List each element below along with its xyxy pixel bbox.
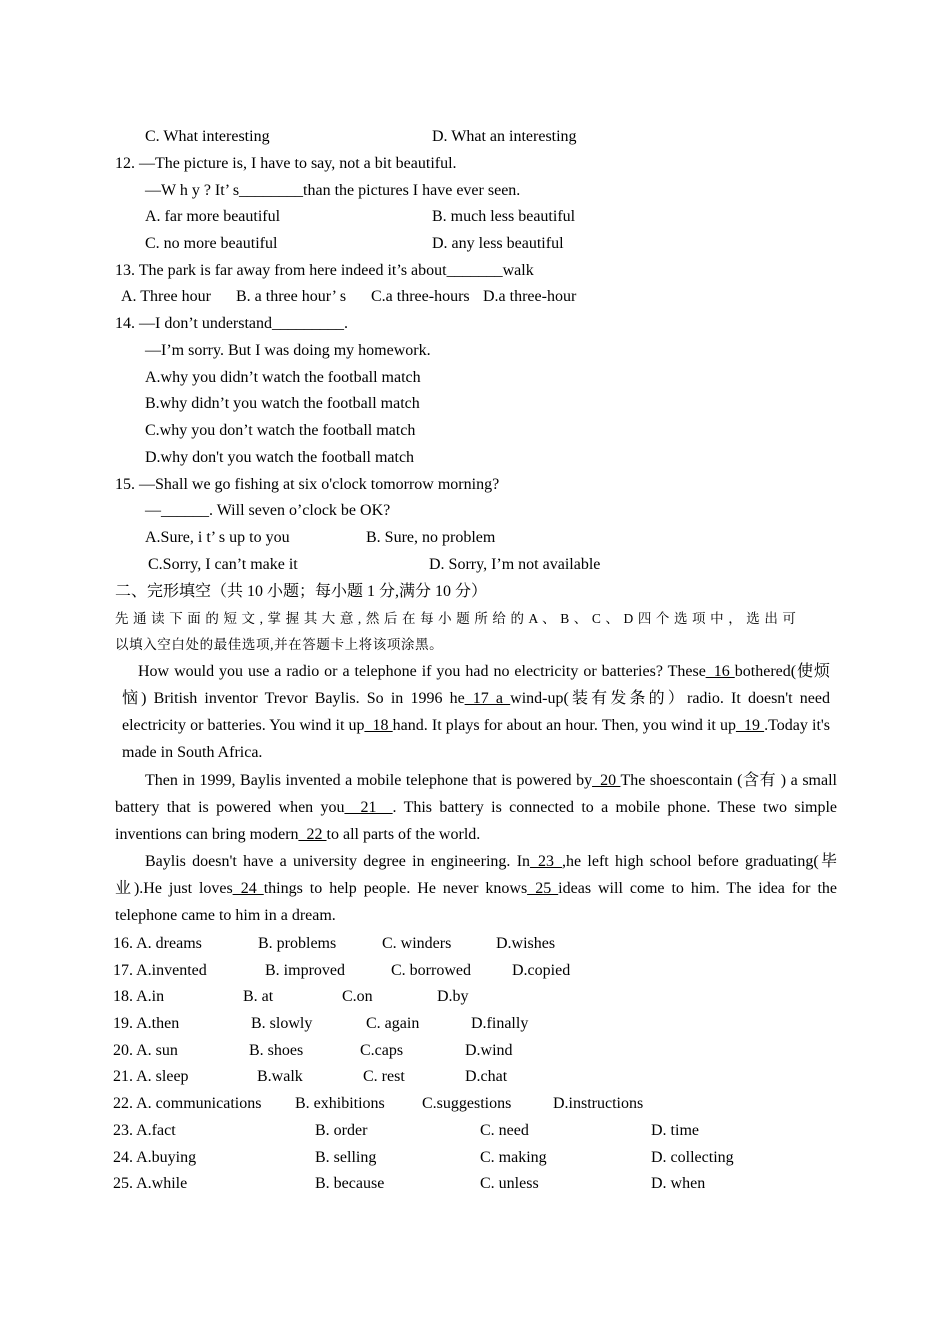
- q14-option-b: B.why didn’t you watch the football match: [145, 395, 420, 412]
- option-24-b: B. selling: [315, 1149, 377, 1166]
- blank-23: _23_: [530, 853, 563, 870]
- passage-text: wind-up(装有发条的）radio. It doesn't need electricity or batteries. You wind it up: [122, 690, 830, 734]
- blank-20: _20: [592, 772, 621, 789]
- option-24-a: 24. A.buying: [113, 1149, 197, 1166]
- q12-option-a: A. far more beautiful: [145, 208, 281, 225]
- q15-option-a: A.Sure, i t’ s up to you: [145, 529, 290, 546]
- section2-heading: 二、完形填空（共 10 小题；每小题 1 分,满分 10 分）: [115, 583, 488, 600]
- q13-option-a: A. Three hour: [121, 288, 211, 305]
- option-17-c: C. borrowed: [391, 962, 471, 979]
- option-20-d: D.wind: [465, 1042, 513, 1059]
- passage-text: .Today it's made in South Africa.: [122, 717, 831, 761]
- option-22-b: B. exhibitions: [295, 1095, 385, 1112]
- q13-stem: 13. The park is far away from here indeed it’s about_______walk: [115, 262, 534, 279]
- passage-text: to all parts of the world.: [326, 826, 481, 843]
- q15-option-b: B. Sure, no problem: [366, 529, 496, 546]
- option-19-c: C. again: [366, 1015, 420, 1032]
- option-20-a: 20. A. sun: [113, 1042, 178, 1059]
- option-25-d: D. when: [651, 1175, 706, 1192]
- blank-17: _17 a: [464, 690, 511, 707]
- option-25-a: 25. A.while: [113, 1175, 188, 1192]
- option-18-b: B. at: [243, 988, 274, 1005]
- passage-text: hand. It plays for about an hour. Then, you wind it up: [392, 717, 736, 734]
- q12-option-b: B. much less beautiful: [432, 208, 576, 225]
- option-18-d: D.by: [437, 988, 469, 1005]
- passage-text: ,he left high school before graduating(毕业).He just loves: [115, 853, 837, 897]
- option-17-a: 17. A.invented: [113, 962, 207, 979]
- option-22-c: C.suggestions: [422, 1095, 512, 1112]
- passage-text: The shoescontain (含有 ) a small battery that is powered when you: [115, 772, 837, 816]
- q12-option-d: D. any less beautiful: [432, 235, 564, 252]
- q14-reply: —I’m sorry. But I was doing my homework.: [145, 342, 431, 359]
- q13-option-b: B. a three hour’ s: [236, 288, 347, 305]
- passage-text: things to help people. He never knows: [263, 880, 528, 897]
- passage-paragraph-3: [115, 848, 837, 929]
- option-23-b: B. order: [315, 1122, 368, 1139]
- q13-option-c: C.a three-hours: [371, 288, 470, 305]
- option-19-b: B. slowly: [251, 1015, 313, 1032]
- option-23-a: 23. A.fact: [113, 1122, 176, 1139]
- option-21-d: D.chat: [465, 1068, 508, 1085]
- blank-16: _16: [705, 663, 735, 680]
- passage-paragraph-2: [115, 767, 837, 848]
- option-20-b: B. shoes: [249, 1042, 304, 1059]
- q14-option-a: A.why you didn’t watch the football match: [145, 369, 421, 386]
- blank-19: _19: [736, 717, 765, 734]
- q15-reply: —______. Will seven o’clock be OK?: [145, 502, 391, 519]
- blank-18: _18: [364, 717, 393, 734]
- option-17-d: D.copied: [512, 962, 571, 979]
- option-16-a: 16. A. dreams: [113, 935, 202, 952]
- q12-option-c: C. no more beautiful: [145, 235, 278, 252]
- blank-22: _22: [298, 826, 327, 843]
- option-21-b: B.walk: [257, 1068, 303, 1085]
- option-23-c: C. need: [480, 1122, 529, 1139]
- q11-option-c: C. What interesting: [145, 128, 270, 145]
- section2-instructions-line1: 先 通 读 下 面 的 短 文 , 掌 握 其 大 意 , 然 后 在 每 小 题 所 给 的 A 、 B 、 C 、 D 四 个 选 项 中 ， 选 出 可: [115, 611, 797, 626]
- option-24-d: D. collecting: [651, 1149, 734, 1166]
- passage-paragraph-1: [122, 658, 830, 766]
- blank-24: _24: [232, 880, 264, 897]
- option-19-a: 19. A.then: [113, 1015, 180, 1032]
- option-16-d: D.wishes: [496, 935, 556, 952]
- option-19-d: D.finally: [471, 1015, 529, 1032]
- q13-option-d: D.a three-hour: [483, 288, 577, 305]
- passage-text: . This battery is connected to a mobile phone. These two simple inventions can bring modern: [115, 799, 838, 843]
- option-22-a: 22. A. communications: [113, 1095, 262, 1112]
- option-21-a: 21. A. sleep: [113, 1068, 189, 1085]
- q15-option-c: C.Sorry, I can’t make it: [148, 556, 298, 573]
- option-24-c: C. making: [480, 1149, 547, 1166]
- passage-text: bothered(使烦恼) British inventor Trevor Baylis. So in 1996 he: [122, 663, 830, 707]
- option-17-b: B. improved: [265, 962, 345, 979]
- q14-stem: 14. —I don’t understand_________.: [115, 315, 349, 332]
- passage-text: How would you use a radio or a telephone if you had no electricity or batteries? These: [138, 663, 706, 680]
- q14-option-d: D.why don't you watch the football match: [145, 449, 415, 466]
- option-18-a: 18. A.in: [113, 988, 165, 1005]
- option-16-c: C. winders: [382, 935, 452, 952]
- option-22-d: D.instructions: [553, 1095, 644, 1112]
- option-23-d: D. time: [651, 1122, 699, 1139]
- q12-stem: 12. —The picture is, I have to say, not a bit beautiful.: [115, 155, 457, 172]
- option-16-b: B. problems: [258, 935, 337, 952]
- option-25-c: C. unless: [480, 1175, 539, 1192]
- passage-text: Then in 1999, Baylis invented a mobile telephone that is powered by: [145, 772, 593, 789]
- option-20-c: C.caps: [360, 1042, 404, 1059]
- q14-option-c: C.why you don’t watch the football match: [145, 422, 416, 439]
- q12-reply: —W h y ? It’ s________than the pictures I have ever seen.: [145, 182, 521, 199]
- q11-option-d: D. What an interesting: [432, 128, 577, 145]
- passage-text: Baylis doesn't have a university degree in engineering. In: [145, 853, 531, 870]
- passage-text: ideas will come to him. The idea for the telephone came to him in a dream.: [115, 880, 838, 924]
- q15-option-d: D. Sorry, I’m not available: [429, 556, 601, 573]
- section2-instructions-line2: 以填入空白处的最佳选项,并在答题卡上将该项涂黑。: [115, 637, 444, 652]
- blank-21: __21__: [344, 799, 393, 816]
- blank-25: _25: [527, 880, 559, 897]
- q15-stem: 15. —Shall we go fishing at six o'clock tomorrow morning?: [115, 476, 500, 493]
- option-21-c: C. rest: [363, 1068, 405, 1085]
- option-25-b: B. because: [315, 1175, 385, 1192]
- option-18-c: C.on: [342, 988, 373, 1005]
